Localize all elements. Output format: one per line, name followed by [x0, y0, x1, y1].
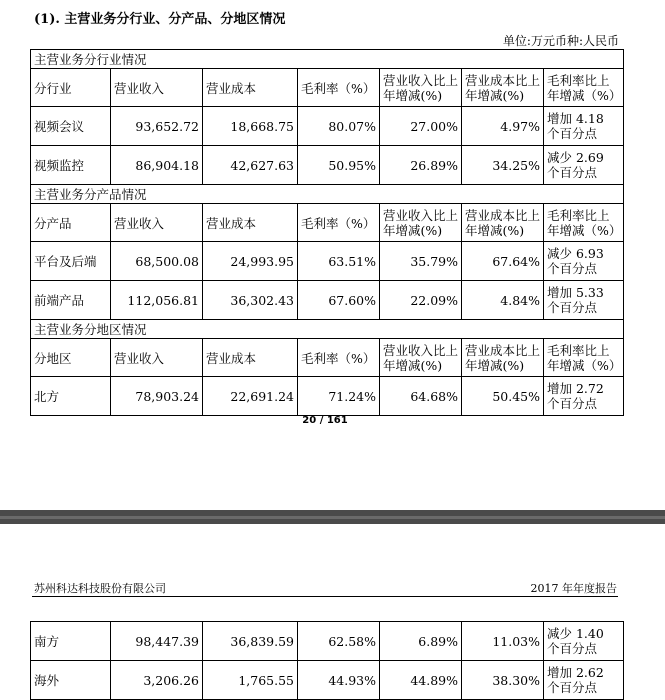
cell-cost: 42,627.63: [203, 146, 298, 185]
cell-rev-change: 6.89%: [380, 622, 462, 661]
cell-cost-change: 50.45%: [462, 377, 544, 416]
header-cost: 营业成本: [203, 204, 298, 242]
header-rev-change: 营业收入比上年增减(%): [380, 204, 462, 242]
product-header-row: [31, 204, 624, 242]
cell-margin: 63.51%: [298, 242, 380, 281]
cell-margin-change: 增加 5.33 个百分点: [544, 281, 624, 320]
header-margin-change: 毛利率比上年增减（%）: [544, 204, 624, 242]
header-cost: 营业成本: [203, 339, 298, 377]
cell-rev-change: 64.68%: [380, 377, 462, 416]
company-name: 苏州科达科技股份有限公司: [34, 582, 166, 595]
cell-margin: 50.95%: [298, 146, 380, 185]
cell-cost-change: 67.64%: [462, 242, 544, 281]
header-margin: 毛利率（%）: [298, 339, 380, 377]
cell-rev-change: 27.00%: [380, 107, 462, 146]
row-name: 南方: [31, 622, 111, 661]
table-row: [31, 107, 624, 146]
cell-rev-change: 22.09%: [380, 281, 462, 320]
header-margin: 毛利率（%）: [298, 204, 380, 242]
cell-revenue: 112,056.81: [111, 281, 203, 320]
cell-cost-change: 34.25%: [462, 146, 544, 185]
cell-margin-change: 减少 6.93 个百分点: [544, 242, 624, 281]
header-revenue: 营业收入: [111, 339, 203, 377]
cell-cost-change: 11.03%: [462, 622, 544, 661]
cell-margin-change: 增加 2.62 个百分点: [544, 661, 624, 700]
region-table-continued: [30, 621, 624, 700]
cell-revenue: 93,652.72: [111, 107, 203, 146]
row-name: 北方: [31, 377, 111, 416]
industry-section-title: 主营业务分行业情况: [31, 50, 624, 69]
page-number: 20 / 161: [302, 415, 348, 426]
cell-margin: 44.93%: [298, 661, 380, 700]
unit-note: 单位:万元币种:人民币: [502, 34, 619, 48]
row-name: 视频会议: [31, 107, 111, 146]
table-row: [31, 242, 624, 281]
section-heading: (1). 主营业务分行业、分产品、分地区情况: [34, 12, 286, 27]
region-header-row: [31, 339, 624, 377]
cell-margin-change: 减少 2.69 个百分点: [544, 146, 624, 185]
cell-cost-change: 4.84%: [462, 281, 544, 320]
table-row: [31, 281, 624, 320]
cell-revenue: 98,447.39: [111, 622, 203, 661]
cell-margin: 71.24%: [298, 377, 380, 416]
row-name: 视频监控: [31, 146, 111, 185]
header-margin-change: 毛利率比上年增减（%）: [544, 339, 624, 377]
cell-cost: 18,668.75: [203, 107, 298, 146]
cell-cost: 24,993.95: [203, 242, 298, 281]
table-row: [31, 377, 624, 416]
header-revenue: 营业收入: [111, 69, 203, 107]
cell-revenue: 86,904.18: [111, 146, 203, 185]
header-rev-change: 营业收入比上年增减(%): [380, 339, 462, 377]
cell-margin: 67.60%: [298, 281, 380, 320]
report-title: 2017 年年度报告: [530, 582, 617, 595]
cell-cost: 36,839.59: [203, 622, 298, 661]
header-rule: [32, 596, 618, 597]
cell-cost-change: 38.30%: [462, 661, 544, 700]
report-page-21: [0, 524, 665, 700]
cell-cost: 36,302.43: [203, 281, 298, 320]
cell-revenue: 3,206.26: [111, 661, 203, 700]
header-margin: 毛利率（%）: [298, 69, 380, 107]
header-cost-change: 营业成本比上年增减(%): [462, 339, 544, 377]
cell-margin: 80.07%: [298, 107, 380, 146]
cell-cost: 22,691.24: [203, 377, 298, 416]
cell-rev-change: 44.89%: [380, 661, 462, 700]
table-row: [31, 661, 624, 700]
segment-table: [30, 49, 624, 416]
header-cost-change: 营业成本比上年增减(%): [462, 69, 544, 107]
cell-cost-change: 4.97%: [462, 107, 544, 146]
product-section-title: 主营业务分产品情况: [31, 185, 624, 204]
row-name: 前端产品: [31, 281, 111, 320]
cell-margin-change: 减少 1.40 个百分点: [544, 622, 624, 661]
page-separator-highlight: [0, 516, 665, 519]
cell-margin: 62.58%: [298, 622, 380, 661]
cell-rev-change: 26.89%: [380, 146, 462, 185]
header-cost-change: 营业成本比上年增减(%): [462, 204, 544, 242]
region-section-title: 主营业务分地区情况: [31, 320, 624, 339]
cell-rev-change: 35.79%: [380, 242, 462, 281]
cell-revenue: 68,500.08: [111, 242, 203, 281]
cell-revenue: 78,903.24: [111, 377, 203, 416]
header-cost: 营业成本: [203, 69, 298, 107]
table-row: [31, 146, 624, 185]
header-margin-change: 毛利率比上年增减（%）: [544, 69, 624, 107]
header-revenue: 营业收入: [111, 204, 203, 242]
row-name: 平台及后端: [31, 242, 111, 281]
cell-margin-change: 增加 4.18 个百分点: [544, 107, 624, 146]
cell-cost: 1,765.55: [203, 661, 298, 700]
table-row: [31, 622, 624, 661]
header-rev-change: 营业收入比上年增减(%): [380, 69, 462, 107]
cell-margin-change: 增加 2.72 个百分点: [544, 377, 624, 416]
header-dimension: 分地区: [31, 339, 111, 377]
header-dimension: 分行业: [31, 69, 111, 107]
row-name: 海外: [31, 661, 111, 700]
header-dimension: 分产品: [31, 204, 111, 242]
industry-header-row: [31, 69, 624, 107]
